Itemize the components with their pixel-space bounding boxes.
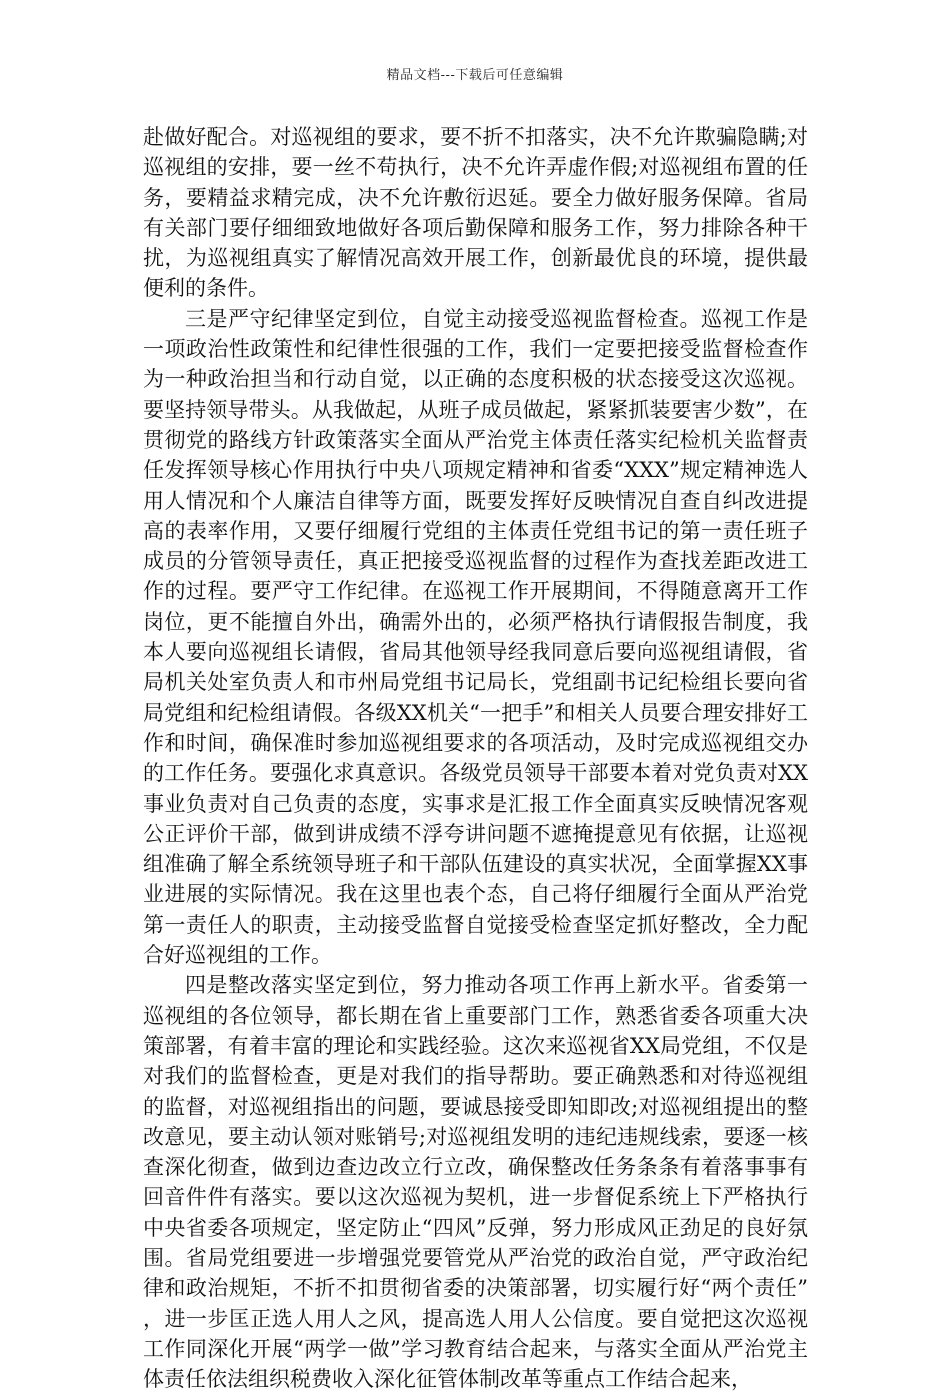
page-header: 精品文档---下载后可任意编辑 — [386, 68, 564, 83]
paragraph-1: 赴做好配合。对巡视组的要求，要不折不扣落实，决不允许欺骗隐瞒;对巡视组的安排，要一丝不苟执行，决不允许弄虚作假;对巡视组布置的任务，要精益求精完成，决不允许敷衍迟延。要全力做好服务保障。省局有关部门要仔细细致地做好各项后勤保障和服务工作，努力排除各种干扰，为巡视组真实了解情况高效开展工作，创新最优良的环境，提供最便利的条件。 — [143, 125, 808, 301]
paragraph-3: 四是整改落实坚定到位，努力推动各项工作再上新水平。省委第一巡视组的各位领导，都长期在省上重要部门工作，熟悉省委各项重大决策部署，有着丰富的理论和实践经验。这次来巡视省XX局党组，不仅是对我们的监督检查，更是对我们的指导帮助。要正确熟悉和对待巡视组的监督，对巡视组指出的问题，要诚恳接受即知即改;对巡视组提出的整改意见，要主动认领对账销号;对巡视组发明的违纪违规线索，要逐一核查深化彻查，做到边查边改立行立改，确保整改任务条条有着落事事有回音件件有落实。要以这次巡视为契机，进一步督促系统上下严格执行中央省委各项规定，坚定防止“四风”反弹，努力形成风正劲足的良好氛围。省局党组要进一步增强党要管党从严治党的政治自觉，严守政治纪律和政治规矩，不折不扣贯彻省委的决策部署，切实履行好“两个责任”，进一步匡正选人用人之风，提高选人用人公信度。要自觉把这次巡视工作同深化开展“两学一做”学习教育结合起来，与落实全面从严治党主体责任依法组织税费收入深化征管体制改革等重点工作结合起来， — [143, 973, 808, 1392]
document-body — [143, 122, 808, 1394]
paragraph-2: 三是严守纪律坚定到位，自觉主动接受巡视监督检查。巡视工作是一项政治性政策性和纪律性很强的工作，我们一定要把接受监督检查作为一种政治担当和行动自觉，以正确的态度积极的状态接受这次巡视。要坚持领导带头。从我做起，从班子成员做起，紧紧抓装要害少数”，在贯彻党的路线方针政策落实全面从严治党主体责任落实纪检机关监督责任发挥领导核心作用执行中央八项规定精神和省委“XXX”规定精神选人用人情况和个人廉洁自律等方面，既要发挥好反映情况自查自纠改进提高的表率作用，又要仔细履行党组的主体责任党组书记的第一责任班子成员的分管领导责任，真正把接受巡视监督的过程作为查找差距改进工作的过程。要严守工作纪律。在巡视工作开展期间，不得随意离开工作岗位，更不能擅自外出，确需外出的，必须严格执行请假报告制度，我本人要向巡视组长请假，省局其他领导经我同意后要向巡视组请假，省局机关处室负责人和市州局党组书记局长，党组副书记纪检组长要向省局党组和纪检组请假。各级XX机关“一把手”和相关人员要合理安排好工作和时间，确保准时参加巡视组要求的各项活动，及时完成巡视组交办的工作任务。要强化求真意识。各级党员领导干部要本着对党负责对XX事业负责对自己负责的态度，实事求是汇报工作全面真实反映情况客观公正评价干部，做到讲成绩不浮夸讲问题不遮掩提意见有依据，让巡视组准确了解全系统领导班子和干部队伍建设的真实状况，全面掌握XX事业进展的实际情况。我在这里也表个态，自己将仔细履行全面从严治党第一责任人的职责，主动接受监督自觉接受检查坚定抓好整改，全力配合好巡视组的工作。 — [143, 306, 808, 968]
